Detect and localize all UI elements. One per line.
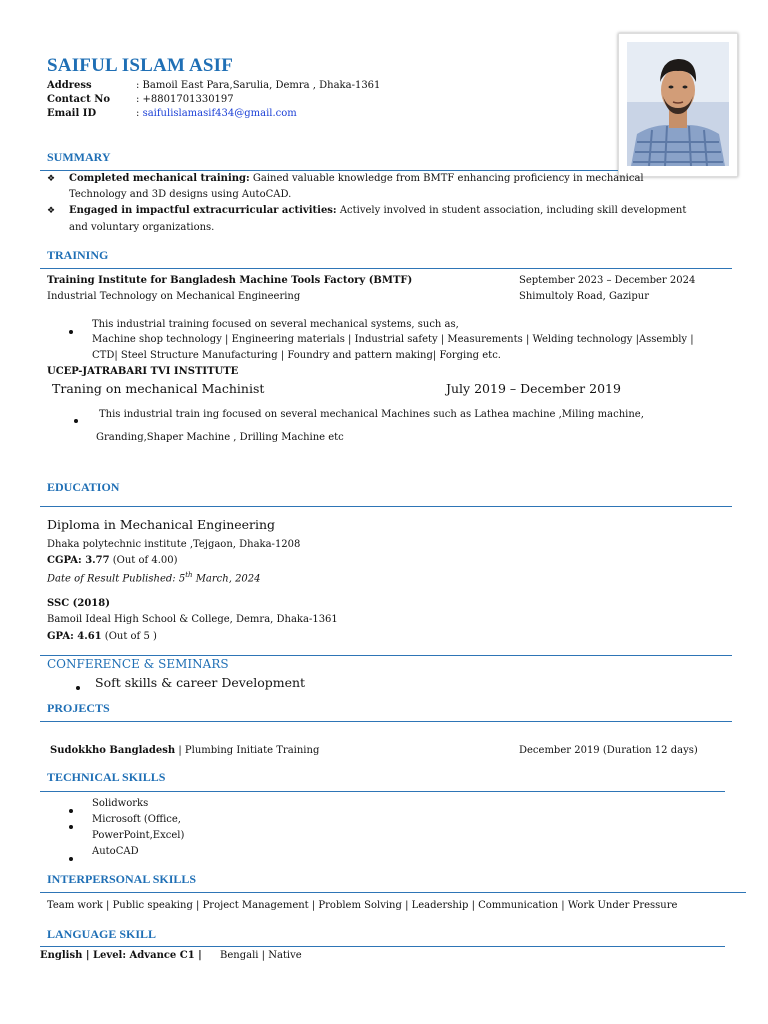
technical-heading: TECHNICAL SKILLS	[47, 770, 166, 784]
bullet-icon	[74, 413, 78, 426]
project-date: December 2019 (Duration 12 days)	[519, 745, 698, 756]
summary-divider	[40, 170, 618, 171]
training-heading: TRAINING	[47, 248, 109, 262]
education-divider	[40, 506, 732, 507]
email-colon: :	[136, 108, 143, 119]
cgpa-note: (Out of 4.00)	[109, 555, 178, 566]
contact-label: Contact No	[47, 94, 110, 105]
interpersonal-divider	[40, 892, 746, 893]
projects-heading: PROJECTS	[47, 701, 110, 715]
project-desc: | Plumbing Initiate Training	[175, 745, 320, 756]
interpersonal-skills: Team work | Public speaking | Project Management | Problem Solving | Leadership | Communication | Work Under Pressure	[47, 900, 678, 911]
bmtf-institute: Training Institute for Bangladesh Machine Tools Factory (BMTF)	[47, 275, 413, 286]
profile-photo	[627, 42, 729, 166]
profile-photo-frame	[618, 33, 738, 177]
cgpa-row	[47, 555, 178, 566]
summary-item-1	[69, 173, 644, 184]
gpa-row	[47, 631, 157, 642]
bmtf-program: Industrial Technology on Mechanical Engineering	[47, 291, 301, 302]
language-divider	[40, 946, 725, 947]
email-row	[136, 108, 297, 119]
ucep-desc-1: This industrial train ing focused on several mechanical Machines such as Lathea machine ,Miling machine,	[99, 409, 644, 420]
bmtf-dates: September 2023 – December 2024	[519, 275, 696, 286]
contact-value: : +8801701330197	[136, 94, 234, 105]
summary-heading: SUMMARY	[47, 150, 111, 164]
conference-heading: CONFERENCE & SEMINARS	[47, 657, 229, 671]
language-english: English | Level: Advance C1 |	[40, 950, 202, 961]
candidate-name: SAIFUL ISLAM ASIF	[47, 55, 234, 76]
summary-item-1-bold: Completed mechanical training:	[69, 173, 250, 184]
summary-item-2-cont: and voluntary organizations.	[69, 222, 215, 233]
diploma-title: Diploma in Mechanical Engineering	[47, 517, 276, 532]
profile-photo-image	[627, 42, 729, 166]
bullet-icon	[76, 680, 80, 693]
conference-divider-top	[40, 655, 732, 656]
cgpa-value: CGPA: 3.77	[47, 555, 110, 566]
bullet-icon	[69, 851, 73, 864]
ucep-institute: UCEP-JATRABARI TVI INSTITUTE	[47, 366, 239, 377]
summary-item-2	[69, 205, 686, 216]
bmtf-desc-2: Machine shop technology | Engineering materials | Industrial safety | Measurements | Welding technology |Assembly |	[92, 334, 694, 345]
bullet-icon	[69, 819, 73, 832]
language-heading: LANGUAGE SKILL	[47, 927, 157, 941]
diploma-institute: Dhaka polytechnic institute ,Tejgaon, Dhaka-1208	[47, 539, 301, 550]
bullet-icon	[69, 803, 73, 816]
summary-item-2-text: Actively involved in student association, including skill development	[336, 205, 687, 216]
bmtf-desc-1: This industrial training focused on several mechanical systems, such as,	[92, 319, 459, 330]
email-label: Email ID	[47, 108, 97, 119]
bmtf-location: Shimultoly Road, Gazipur	[519, 291, 649, 302]
summary-item-2-bold: Engaged in impactful extracurricular activities:	[69, 205, 337, 216]
tech-skill-1: Solidworks	[92, 798, 149, 809]
projects-divider	[40, 721, 732, 722]
ucep-program: Traning on mechanical Machinist	[52, 381, 265, 396]
tech-skill-3: AutoCAD	[92, 846, 139, 857]
summary-bullet-icon: ❖	[47, 174, 56, 184]
ucep-dates: July 2019 – December 2019	[446, 381, 621, 396]
tech-skill-2: Microsoft (Office,	[92, 814, 181, 825]
ucep-desc-2: Granding,Shaper Machine , Drilling Machine etc	[96, 432, 344, 443]
training-divider	[40, 268, 732, 269]
technical-divider	[40, 791, 725, 792]
gpa-note: (Out of 5 )	[101, 631, 157, 642]
summary-item-1-text: Gained valuable knowledge from BMTF enhancing proficiency in mechanical	[249, 173, 644, 184]
gpa-value: GPA: 4.61	[47, 631, 102, 642]
interpersonal-heading: INTERPERSONAL SKILLS	[47, 872, 197, 886]
summary-bullet-icon: ❖	[47, 206, 56, 216]
email-link[interactable]: saifulislamasif434@gmail.com	[142, 108, 297, 119]
conference-item: Soft skills & career Development	[95, 675, 306, 690]
result-date: Date of Result Published: 5th March, 2024	[47, 571, 261, 585]
bullet-icon	[69, 324, 73, 337]
summary-item-1-cont: Technology and 3D designs using AutoCAD.	[69, 189, 292, 200]
bmtf-desc-3: CTD| Steel Structure Manufacturing | Foundry and pattern making| Forging etc.	[92, 350, 501, 361]
project-name: Sudokkho Bangladesh	[50, 745, 176, 756]
education-heading: EDUCATION	[47, 480, 120, 494]
language-bengali: Bengali | Native	[220, 950, 302, 961]
tech-skill-2-cont: PowerPoint,Excel)	[92, 830, 185, 841]
project-row	[50, 745, 319, 756]
address-label: Address	[47, 80, 92, 91]
ssc-title: SSC (2018)	[47, 598, 110, 609]
ssc-institute: Bamoil Ideal High School & College, Demra, Dhaka-1361	[47, 614, 338, 625]
address-value: : Bamoil East Para,Sarulia, Demra , Dhaka-1361	[136, 80, 381, 91]
